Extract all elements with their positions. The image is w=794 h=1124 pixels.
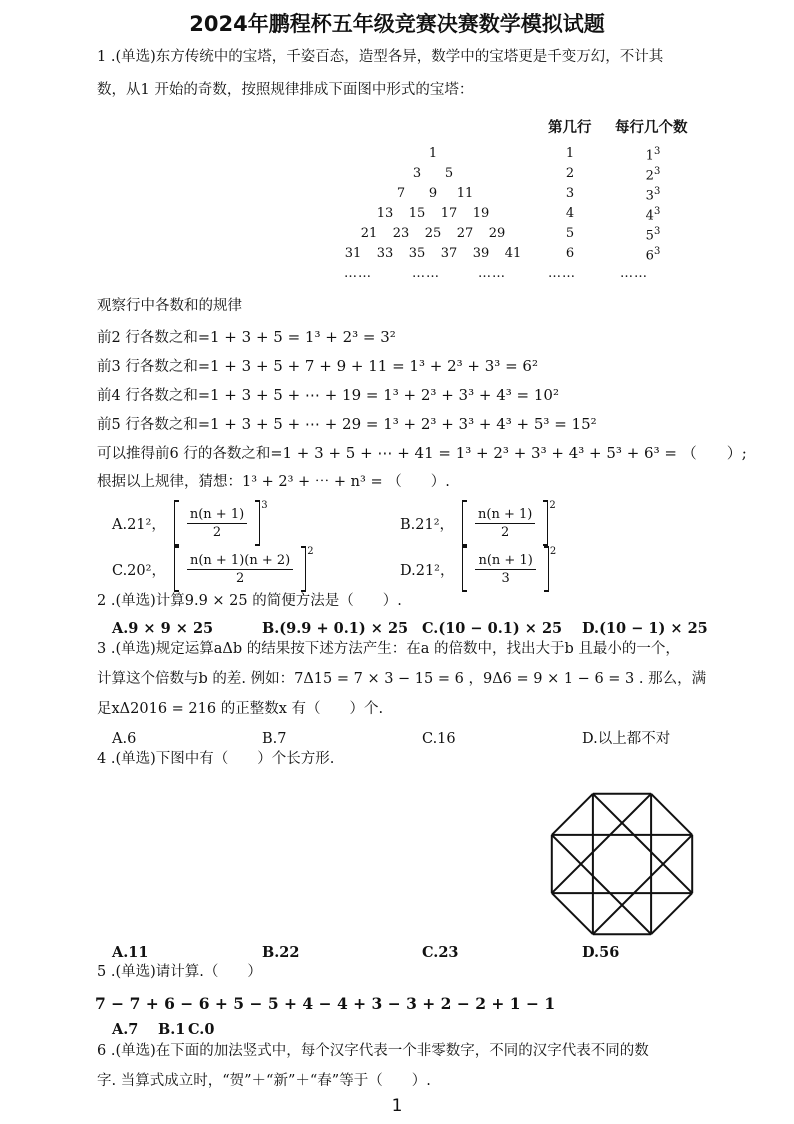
sum-expr: 1 + 3 + 5 + 7 + 9 + 11 = 1³ + 2³ + 3³ = 6² <box>209 357 538 375</box>
pyramid-number: 13 <box>376 206 394 221</box>
pyramid-number: 25 <box>424 226 442 241</box>
pyramid-number: 23 <box>392 226 410 241</box>
sum-expr: 1 + 3 + 5 + ⋯ + 29 = 1³ + 2³ + 3³ + 4³ + 5³ = 15² <box>209 415 597 433</box>
count-exponent: 3 <box>653 166 661 177</box>
infer-line <box>97 443 747 464</box>
q3-option-d[interactable]: D.以上都不对 <box>582 731 671 747</box>
numerator: n(n + 1) <box>475 553 535 570</box>
q1-option-a[interactable] <box>112 500 268 546</box>
star-diagonal <box>552 794 651 893</box>
pyramid-number: 17 <box>440 206 458 221</box>
left-bracket <box>462 546 467 592</box>
guess-line: 根据以上规律，猜想：1³ + 2³ + ⋯ + n³ = （ ）. <box>97 474 450 490</box>
q4-option-c[interactable]: C.23 <box>422 944 459 961</box>
count-dots: …… <box>620 266 648 281</box>
q1-stem-line2: 数，从1 开始的奇数，按照规律排成下面图中形式的宝塔： <box>97 82 474 98</box>
numerator: n(n + 1) <box>187 507 247 524</box>
pyramid-dots-2: …… <box>412 266 440 281</box>
octagon-edge <box>552 794 593 835</box>
q4-option-a[interactable]: A.11 <box>112 944 149 961</box>
q6-stem-line2: 字. 当算式成立时，“贺”＋“新”＋“春”等于（ ）. <box>97 1073 431 1089</box>
pyramid-number: 7 <box>396 186 406 201</box>
left-bracket <box>174 546 179 592</box>
count-exponent: 3 <box>653 226 661 237</box>
pyramid-number: 11 <box>456 186 474 201</box>
table-header-count: 每行几个数 <box>615 119 688 136</box>
q5-option-b[interactable]: B.1 <box>158 1021 186 1038</box>
q5-option-c[interactable]: C.0 <box>188 1021 215 1038</box>
denominator: 2 <box>212 524 222 540</box>
sum-label: 前2 行各数之和= <box>97 330 210 346</box>
row-count <box>641 166 665 183</box>
infer-expr: 1 + 3 + 5 + ⋯ + 41 = 1³ + 2³ + 3³ + 4³ + 5³ + 6³ = （ ）; <box>282 444 747 462</box>
q2-option-a[interactable]: A.9 × 9 × 25 <box>112 620 214 637</box>
pyramid-number: 35 <box>408 246 426 261</box>
q2-option-d[interactable]: D.(10 − 1) × 25 <box>582 620 708 637</box>
q3-option-b[interactable]: B.7 <box>262 731 287 747</box>
pyramid-number: 37 <box>440 246 458 261</box>
row-count <box>641 206 665 223</box>
pyramid-number: 21 <box>360 226 378 241</box>
row-number: 6 <box>565 246 575 261</box>
count-base: 4 <box>645 208 654 224</box>
pyramid-number: 1 <box>428 146 438 161</box>
q2-option-b[interactable]: B.(9.9 + 0.1) × 25 <box>262 620 409 637</box>
count-base: 1 <box>645 148 654 164</box>
octagon-edge <box>552 893 593 934</box>
pyramid-number: 27 <box>456 226 474 241</box>
fraction <box>475 507 535 540</box>
q3-option-c[interactable]: C.16 <box>422 731 456 747</box>
row-count <box>641 246 665 263</box>
row-number: 1 <box>565 146 575 161</box>
right-bracket <box>544 546 549 592</box>
option-label: A.21²， <box>112 516 166 533</box>
count-exponent: 3 <box>653 206 661 217</box>
q6-stem-line1: 6 .(单选)在下面的加法竖式中，每个汉字代表一个非零数字，不同的汉字代表不同的数 <box>97 1043 649 1059</box>
pyramid-number: 39 <box>472 246 490 261</box>
denominator: 3 <box>501 570 510 586</box>
pyramid-number: 31 <box>344 246 362 261</box>
pyramid-number: 19 <box>472 206 490 221</box>
exponent: 2 <box>549 546 557 557</box>
pyramid-number: 5 <box>444 166 454 181</box>
row-count <box>641 186 665 203</box>
right-bracket <box>301 546 306 592</box>
pyramid-number: 29 <box>488 226 506 241</box>
page-title: 2024年鹏程杯五年级竞赛决赛数学模拟试题 <box>189 12 605 36</box>
option-label: C.20²， <box>112 562 166 579</box>
count-exponent: 3 <box>653 246 661 257</box>
star-diagonal <box>552 835 651 934</box>
fraction <box>187 553 293 586</box>
denominator: 2 <box>235 570 245 586</box>
q1-option-b[interactable] <box>400 500 556 546</box>
numerator: n(n + 1) <box>475 507 535 524</box>
q5-stem: 5 .(单选)请计算.（ ） <box>97 964 262 980</box>
pyramid-dots-1: …… <box>344 266 372 281</box>
pyramid-dots-3: …… <box>478 266 506 281</box>
pyramid-number: 41 <box>504 246 522 261</box>
exponent: 3 <box>261 500 268 511</box>
count-base: 3 <box>645 188 654 204</box>
row-number: 3 <box>565 186 575 201</box>
star-diagonal <box>593 794 692 893</box>
count-base: 5 <box>645 228 654 244</box>
fraction <box>475 553 535 586</box>
row-number: 2 <box>565 166 575 181</box>
q3-option-a[interactable]: A.6 <box>112 731 137 747</box>
octagon-star-figure <box>542 784 702 944</box>
numerator: n(n + 1)(n + 2) <box>187 553 293 570</box>
count-base: 2 <box>645 168 654 184</box>
star-diagonal <box>593 835 692 934</box>
sum-line-4 <box>97 385 559 406</box>
q5-option-a[interactable]: A.7 <box>112 1021 139 1038</box>
row-number: 4 <box>565 206 575 221</box>
sum-expr: 1 + 3 + 5 + ⋯ + 19 = 1³ + 2³ + 3³ + 4³ = 10² <box>209 386 559 404</box>
q5-expression: 7 − 7 + 6 − 6 + 5 − 5 + 4 − 4 + 3 − 3 + 2 − 2 + 1 − 1 <box>95 994 556 1013</box>
q2-option-c[interactable]: C.(10 − 0.1) × 25 <box>422 620 563 637</box>
pyramid-number: 33 <box>376 246 394 261</box>
sum-label: 前5 行各数之和= <box>97 417 210 433</box>
exponent: 2 <box>307 546 314 557</box>
octagon-edge <box>651 893 692 934</box>
count-base: 6 <box>645 248 654 264</box>
q1-observe: 观察行中各数和的规律 <box>97 298 242 314</box>
left-bracket <box>462 500 467 546</box>
count-exponent: 3 <box>653 146 661 157</box>
row-dots: …… <box>548 266 576 281</box>
q4-option-d[interactable]: D.56 <box>582 944 620 961</box>
infer-label: 可以推得前6 行的各数之和= <box>97 446 283 462</box>
page-number: 1 <box>391 1096 403 1116</box>
left-bracket <box>174 500 179 546</box>
q3-stem-line1: 3 .(单选)规定运算aΔb 的结果按下述方法产生：在a 的倍数中，找出大于b 且最小的一个， <box>97 641 680 657</box>
sum-expr: 1 + 3 + 5 = 1³ + 2³ = 3² <box>209 328 396 346</box>
q1-option-d[interactable] <box>400 546 556 592</box>
right-bracket <box>543 500 548 546</box>
option-label: B.21²， <box>400 516 455 533</box>
q4-option-b[interactable]: B.22 <box>262 944 300 961</box>
table-header-row: 第几行 <box>548 119 592 136</box>
option-label: D.21²， <box>400 562 455 579</box>
right-bracket <box>255 500 260 546</box>
row-count <box>641 226 665 243</box>
sum-line-3 <box>97 356 538 377</box>
row-count <box>641 146 665 163</box>
count-exponent: 3 <box>653 186 661 197</box>
q4-stem: 4 .(单选)下图中有（ ）个长方形. <box>97 751 335 767</box>
q3-stem-line3: 足xΔ2016 = 216 的正整数x 有（ ）个. <box>97 701 384 717</box>
pyramid-number: 3 <box>412 166 422 181</box>
denominator: 2 <box>501 524 510 540</box>
q1-option-c[interactable] <box>112 546 314 592</box>
sum-line-2 <box>97 327 396 348</box>
sum-label: 前3 行各数之和= <box>97 359 210 375</box>
row-number: 5 <box>565 226 575 241</box>
fraction <box>187 507 247 540</box>
exponent: 2 <box>549 500 556 511</box>
sum-label: 前4 行各数之和= <box>97 388 210 404</box>
q3-stem-line2: 计算这个倍数与b 的差. 例如：7Δ15 = 7 × 3 − 15 = 6 ，9Δ6 = 9 × 1 − 6 = 3 . 那么，满 <box>97 671 707 687</box>
pyramid-number: 9 <box>428 186 438 201</box>
q1-stem-line1: 1 .(单选)东方传统中的宝塔，千姿百态，造型各异，数学中的宝塔更是千变万幻，不计其 <box>97 49 664 65</box>
q2-stem: 2 .(单选)计算9.9 × 25 的简便方法是（ ）. <box>97 593 402 609</box>
octagon-edge <box>651 794 692 835</box>
sum-line-5 <box>97 414 597 435</box>
pyramid-number: 15 <box>408 206 426 221</box>
